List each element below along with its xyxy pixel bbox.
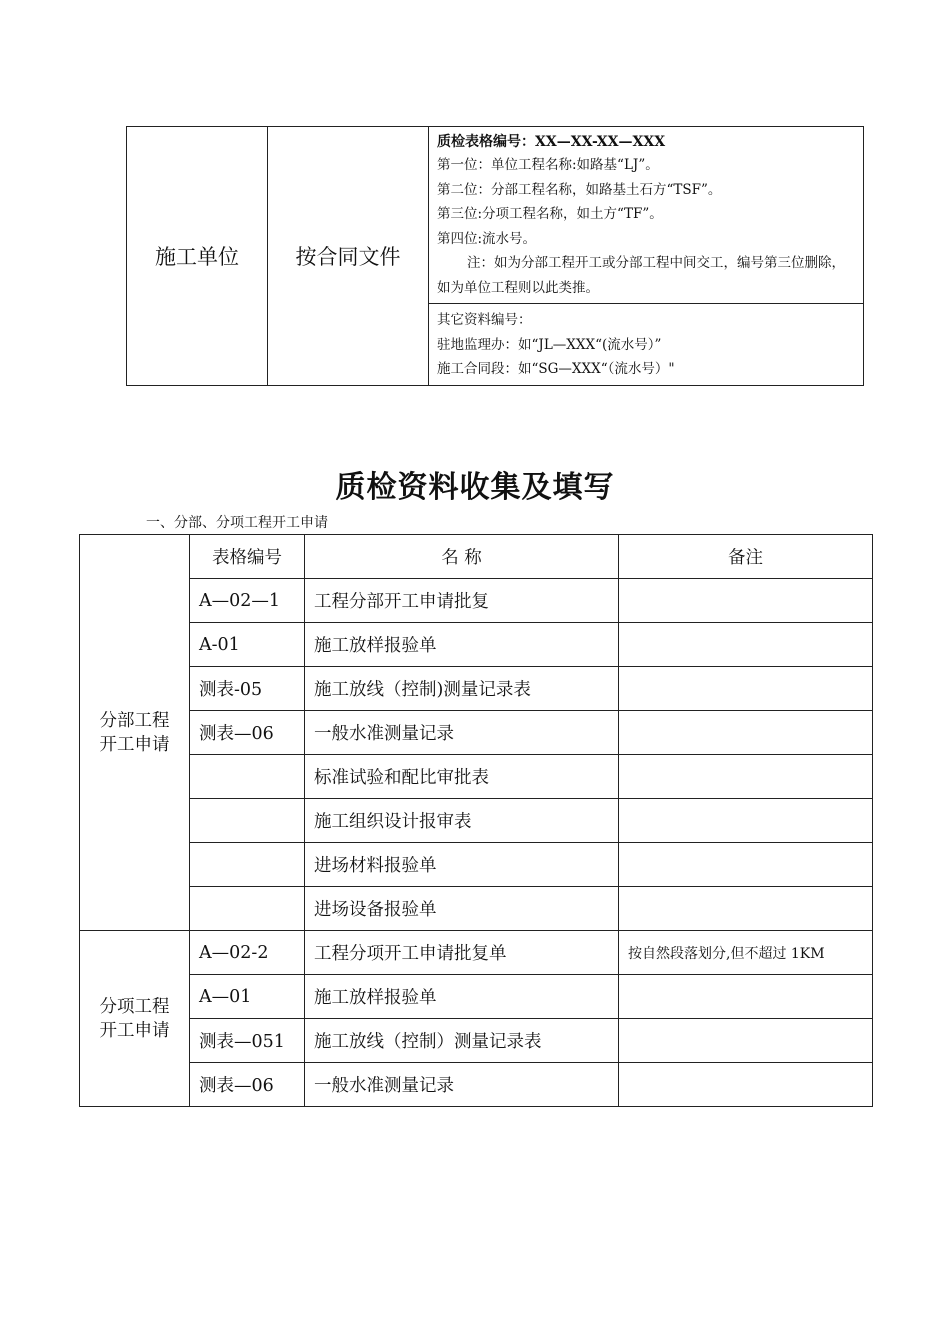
remark-cell [619, 887, 873, 931]
group-label-line: 分项工程 [99, 996, 170, 1017]
group-label-cell [80, 535, 190, 931]
contract-documents-cell: 按合同文件 [268, 127, 429, 386]
name-cell: 一般水准测量记录 [305, 711, 619, 755]
code-cell: A—02—1 [190, 579, 305, 623]
code-cell: 测表—06 [190, 711, 305, 755]
name-cell: 施工放样报验单 [305, 975, 619, 1019]
remark-cell [619, 799, 873, 843]
code-cell [190, 755, 305, 799]
code-cell: A—02-2 [190, 931, 305, 975]
remark-cell [619, 1063, 873, 1107]
header-name: 名 称 [305, 535, 619, 579]
group-label-line: 开工申请 [99, 1020, 170, 1041]
code-cell: 测表—051 [190, 1019, 305, 1063]
table-row [80, 667, 873, 711]
code-cell: 测表-05 [190, 667, 305, 711]
name-cell: 施工组织设计报审表 [305, 799, 619, 843]
numbering-rules-cell [429, 127, 864, 304]
header-code: 表格编号 [190, 535, 305, 579]
name-cell: 工程分项开工申请批复单 [305, 931, 619, 975]
table-row [80, 579, 873, 623]
code-cell [190, 887, 305, 931]
other-line: 施工合同段：如“SG—XXX“（流水号）" [437, 361, 675, 377]
numbering-title: 质检表格编号：XX—XX-XX—XXX [437, 134, 666, 150]
group-label-line: 开工申请 [99, 734, 170, 755]
group-label-cell [80, 931, 190, 1107]
name-cell: 施工放线（控制)测量记录表 [305, 667, 619, 711]
code-cell: A—01 [190, 975, 305, 1019]
table-row [80, 1019, 873, 1063]
code-cell [190, 799, 305, 843]
table-row [80, 887, 873, 931]
name-cell: 施工放样报验单 [305, 623, 619, 667]
name-cell: 工程分部开工申请批复 [305, 579, 619, 623]
name-cell: 一般水准测量记录 [305, 1063, 619, 1107]
name-cell: 进场设备报验单 [305, 887, 619, 931]
page-title: 质检资料收集及填写 [335, 470, 615, 505]
code-cell: A-01 [190, 623, 305, 667]
header-remark: 备注 [619, 535, 873, 579]
other-line: 其它资料编号： [437, 312, 532, 328]
remark-cell [619, 755, 873, 799]
table-row [80, 755, 873, 799]
table-row [80, 535, 873, 579]
name-cell: 施工放线（控制）测量记录表 [305, 1019, 619, 1063]
inspection-table [79, 534, 873, 1107]
numbering-line: 第一位：单位工程名称:如路基“LJ”。 [437, 157, 659, 173]
numbering-line: 第三位:分项工程名称，如土方“TF”。 [437, 206, 663, 222]
remark-cell [619, 843, 873, 887]
code-cell [190, 843, 305, 887]
remark-cell [619, 579, 873, 623]
numbering-line: 第四位:流水号。 [437, 230, 537, 247]
table-row [80, 843, 873, 887]
remark-cell [619, 623, 873, 667]
remark-cell [619, 667, 873, 711]
remark-cell [619, 711, 873, 755]
name-cell: 进场材料报验单 [305, 843, 619, 887]
table-row [80, 975, 873, 1019]
table-row [80, 711, 873, 755]
numbering-note: 注：如为分部工程开工或分部工程中间交工，编号第三位删除，如为单位工程则以此类推。 [437, 255, 845, 296]
remark-cell: 按自然段落划分,但不超过 1KM [619, 931, 873, 975]
table-row [80, 799, 873, 843]
table-row [80, 623, 873, 667]
table-row [80, 931, 873, 975]
numbering-line: 第二位：分部工程名称，如路基土石方“TSF”。 [437, 181, 722, 198]
construction-unit-cell: 施工单位 [127, 127, 268, 386]
other-numbering-cell [429, 304, 864, 386]
other-line: 驻地监理办：如“JL—XXX“(流水号）” [437, 336, 662, 353]
remark-cell [619, 975, 873, 1019]
section-heading: 一、分部、分项工程开工申请 [146, 515, 328, 531]
group-label-line: 分部工程 [99, 710, 170, 731]
name-cell: 标准试验和配比审批表 [305, 755, 619, 799]
remark-cell [619, 1019, 873, 1063]
numbering-table [126, 126, 864, 386]
table-row [80, 1063, 873, 1107]
code-cell: 测表—06 [190, 1063, 305, 1107]
